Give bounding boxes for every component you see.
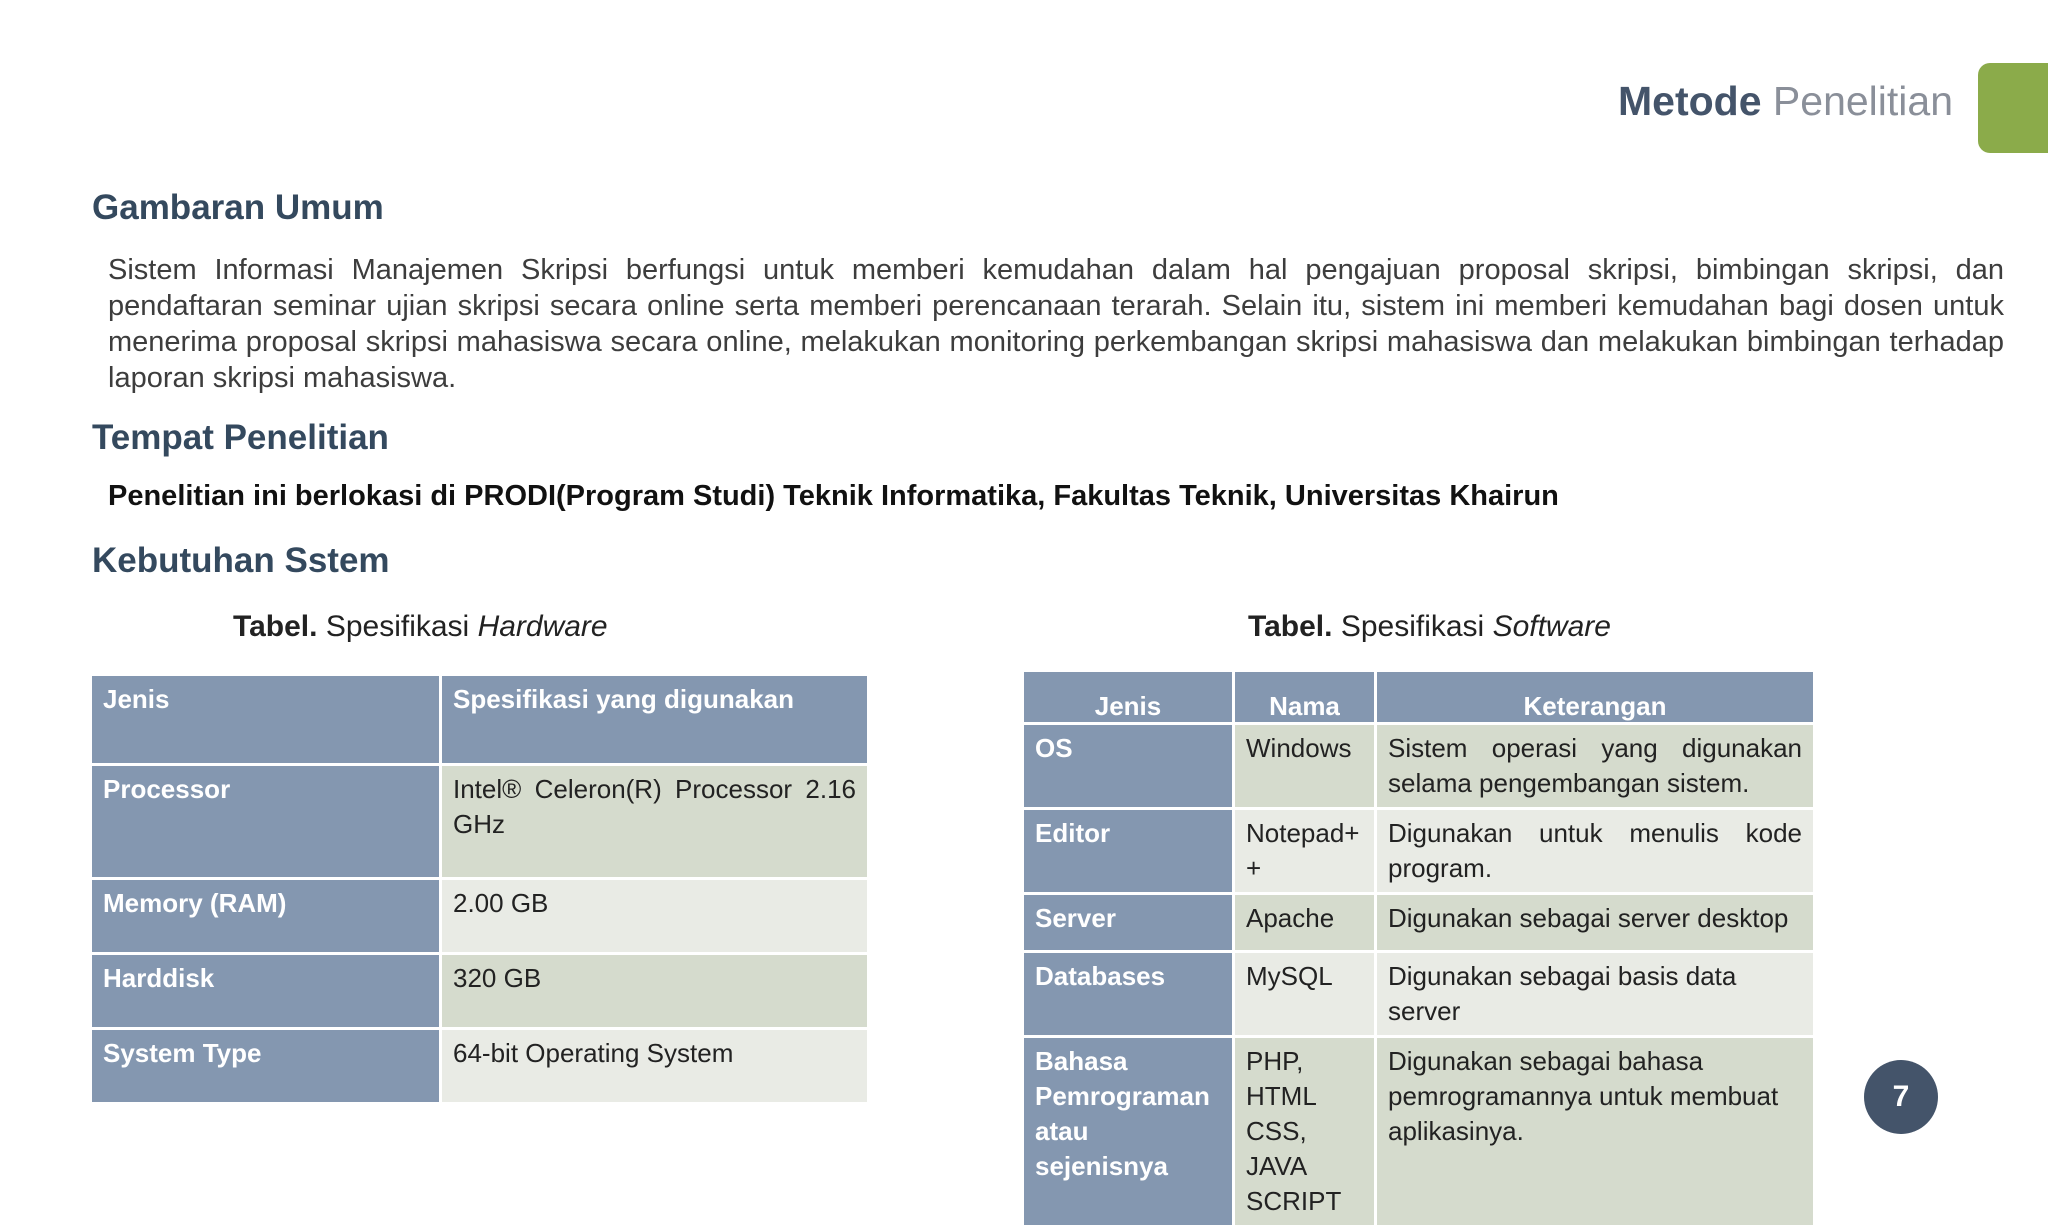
table-cell: Digunakan untuk menulis kode program. bbox=[1377, 810, 1816, 895]
table-header-row bbox=[92, 676, 870, 766]
table-cell: MySQL bbox=[1235, 953, 1377, 1038]
row-label: Editor bbox=[1024, 810, 1235, 895]
table-cell: 64-bit Operating System bbox=[442, 1030, 870, 1105]
column-header: Jenis bbox=[92, 676, 442, 766]
table-row bbox=[92, 955, 870, 1030]
row-label: Processor bbox=[92, 766, 442, 880]
table-row bbox=[1024, 895, 1816, 953]
software-caption-italic: Software bbox=[1492, 610, 1611, 643]
row-label: Bahasa Pemrograman atau sejenisnya bbox=[1024, 1038, 1235, 1228]
table-row bbox=[1024, 810, 1816, 895]
table-cell: 2.00 GB bbox=[442, 880, 870, 955]
table-cell: Digunakan sebagai bahasa pemrogramannya untuk membuat aplikasinya. bbox=[1377, 1038, 1816, 1228]
row-label: Server bbox=[1024, 895, 1235, 953]
table-row bbox=[92, 880, 870, 955]
table-row bbox=[1024, 1038, 1816, 1228]
table-cell: PHP, HTML CSS, JAVA SCRIPT bbox=[1235, 1038, 1377, 1228]
software-caption-label: Tabel. bbox=[1248, 610, 1333, 643]
table-cell: Windows bbox=[1235, 725, 1377, 810]
location-heading: Tempat Penelitian bbox=[92, 418, 389, 457]
column-header: Nama bbox=[1235, 672, 1377, 725]
table-cell: Sistem operasi yang digunakan selama pengembangan sistem. bbox=[1377, 725, 1816, 810]
table-row bbox=[92, 1030, 870, 1105]
slide-title-light: Penelitian bbox=[1772, 78, 1953, 124]
table-row bbox=[92, 766, 870, 880]
general-paragraph: Sistem Informasi Manajemen Skripsi berfungsi untuk memberi kemudahan dalam hal pengajuan proposal skripsi, bimbingan skripsi, dan pendaftaran seminar ujian skripsi secara online serta memberi perencanaan terarah. Selain itu, sistem ini memberi kemudahan bagi dosen untuk menerima proposal skripsi mahasiswa secara online, melakukan monitoring perkembangan skripsi mahasiswa dan melakukan bimbingan terhadap laporan skripsi mahasiswa. bbox=[108, 254, 2004, 394]
table-cell: Apache bbox=[1235, 895, 1377, 953]
page-number-badge: 7 bbox=[1864, 1060, 1938, 1134]
row-label: System Type bbox=[92, 1030, 442, 1105]
table-cell: Digunakan sebagai server desktop bbox=[1377, 895, 1816, 953]
hardware-caption-text: Spesifikasi bbox=[325, 610, 470, 643]
hardware-caption bbox=[233, 610, 608, 644]
row-label: Memory (RAM) bbox=[92, 880, 442, 955]
needs-heading: Kebutuhan Sstem bbox=[92, 541, 390, 580]
table-row bbox=[1024, 953, 1816, 1038]
table-cell: 320 GB bbox=[442, 955, 870, 1030]
hardware-table bbox=[92, 676, 870, 1105]
table-header-row bbox=[1024, 672, 1816, 725]
column-header: Spesifikasi yang digunakan bbox=[442, 676, 870, 766]
software-caption bbox=[1248, 610, 1611, 644]
software-caption-text: Spesifikasi bbox=[1340, 610, 1485, 643]
hardware-caption-label: Tabel. bbox=[233, 610, 318, 643]
column-header: Jenis bbox=[1024, 672, 1235, 725]
column-header: Keterangan bbox=[1377, 672, 1816, 725]
slide-title-bold: Metode bbox=[1618, 78, 1762, 124]
software-table bbox=[1024, 672, 1816, 1228]
location-text: Penelitian ini berlokasi di PRODI(Program Studi) Teknik Informatika, Fakultas Teknik, Universitas Khairun bbox=[108, 480, 1559, 512]
table-row bbox=[1024, 725, 1816, 810]
slide-title bbox=[1618, 78, 1953, 125]
row-label: OS bbox=[1024, 725, 1235, 810]
general-heading: Gambaran Umum bbox=[92, 188, 384, 227]
table-cell: Notepad++ bbox=[1235, 810, 1377, 895]
row-label: Databases bbox=[1024, 953, 1235, 1038]
accent-tab bbox=[1978, 63, 2048, 153]
table-cell: Digunakan sebagai basis data server bbox=[1377, 953, 1816, 1038]
row-label: Harddisk bbox=[92, 955, 442, 1030]
table-cell: Intel® Celeron(R) Processor 2.16 GHz bbox=[442, 766, 870, 880]
hardware-caption-italic: Hardware bbox=[477, 610, 608, 643]
